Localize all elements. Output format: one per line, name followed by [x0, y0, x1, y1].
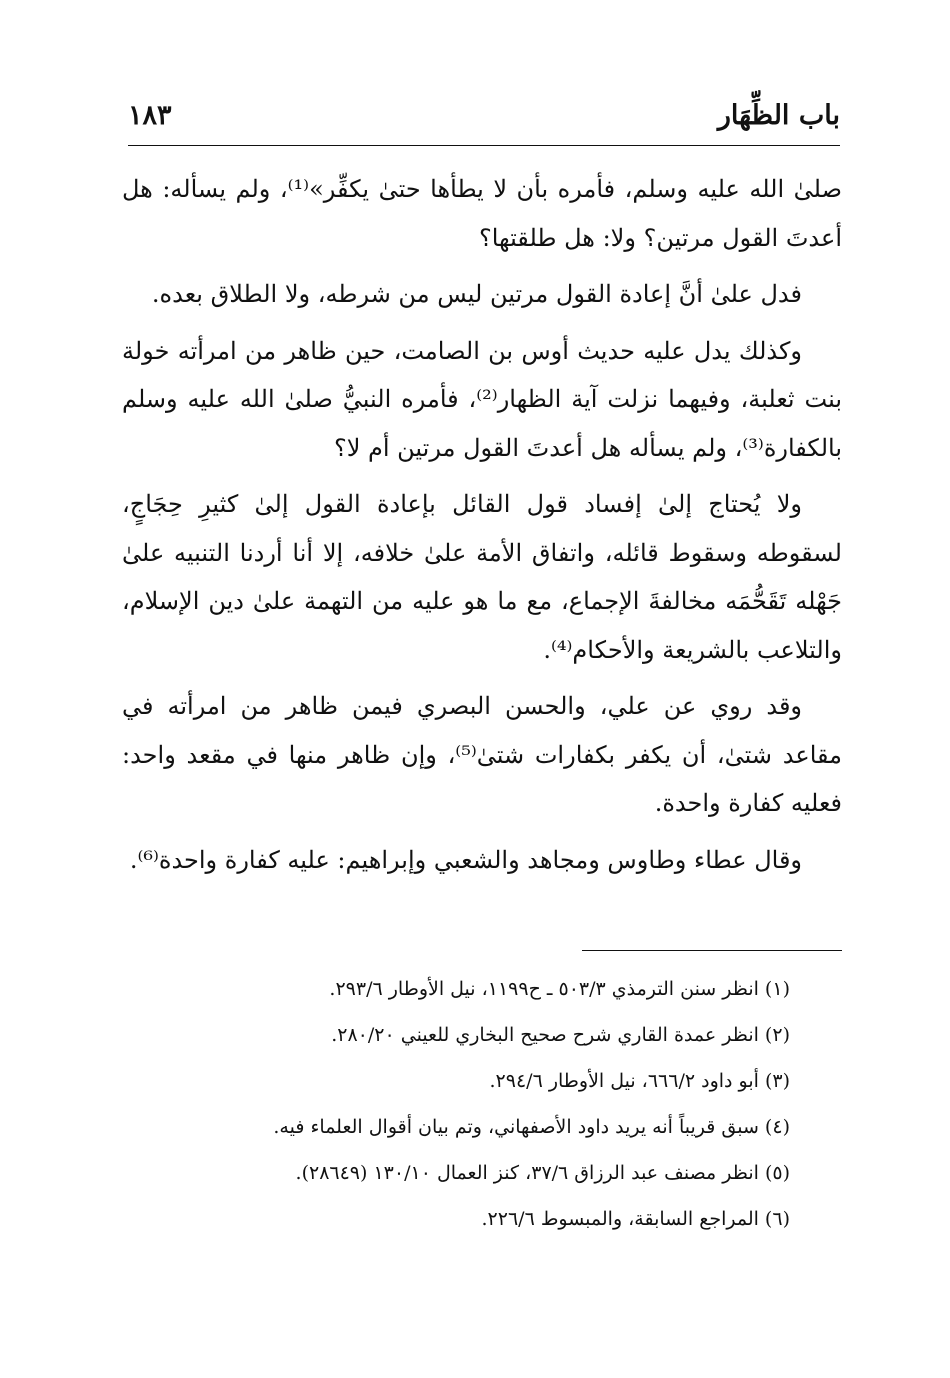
footnote: (٢) انظر عمدة القاري شرح صحيح البخاري للعيني ٢٨٠/٢٠.	[331, 1024, 790, 1046]
footnote: (٦) المراجع السابقة، والمبسوط ٢٢٦/٦.	[481, 1208, 790, 1230]
footnote: (٣) أبو داود ٦٦٦/٢، نيل الأوطار ٢٩٤/٦.	[489, 1070, 790, 1092]
footnote: (١) انظر سنن الترمذي ٥٠٣/٣ ـ ح١١٩٩، نيل الأوطار ٢٩٣/٦.	[329, 978, 790, 1000]
running-header	[128, 96, 840, 142]
header-divider	[128, 145, 840, 146]
paragraph: فدل علىٰ أنَّ إعادة القول مرتين ليس من شرطه، ولا الطلاق بعده.	[151, 280, 802, 308]
paragraph: صلىٰ الله عليه وسلم، فأمره بأن لا يطأها حتىٰ يكفِّر»⁽¹⁾، ولم يسأله: هل أعدتَ القول مرتين؟ ولا: هل طلقتها؟	[122, 175, 842, 252]
paragraph: وقال عطاء وطاوس ومجاهد والشعبي وإبراهيم: عليه كفارة واحدة⁽⁶⁾.	[129, 845, 802, 874]
page-number: ١٨٣	[128, 100, 172, 131]
footnote: (٥) انظر مصنف عبد الرزاق ٣٧/٦، كنز العمال ١٣٠/١٠ (٢٨٦٤٩).	[295, 1162, 790, 1184]
paragraph: ولا يُحتاج إلىٰ إفساد قول القائل بإعادة القول إلىٰ كثيرِ حِجَاجٍ، لسقوطه وسقوط قائله، واتفاق الأمة علىٰ خلافه، إلا أنا أردنا التنبيه علىٰ جَهْله تَقَحُّمَه مخالفةَ الإجماع، مع ما هو عليه من التهمة علىٰ دين الإسلام، والتلاعب بالشريعة والأحكام⁽⁴⁾.	[122, 490, 842, 664]
footnote: (٤) سبق قريباً أنه يريد داود الأصفهاني، وتم بيان أقوال العلماء فيه.	[273, 1116, 790, 1138]
footnote-divider	[582, 950, 842, 951]
paragraph: وقد روي عن علي، والحسن البصري فيمن ظاهر من امرأته في مقاعد شتىٰ، أن يكفر بكفارات شتىٰ⁽⁵⁾، وإن ظاهر منها في مقعد واحد: فعليه كفارة واحدة.	[122, 692, 842, 817]
paragraph: وكذلك يدل عليه حديث أوس بن الصامت، حين ظاهر من امرأته خولة بنت ثعلبة، وفيهما نزلت آية الظهار⁽²⁾، فأمره النبيُّ صلىٰ الله عليه وسلم بالكفارة⁽³⁾، ولم يسأله هل أعدتَ القول مرتين أم لا؟	[122, 336, 843, 462]
main-text	[122, 165, 842, 892]
chapter-title: باب الظِّهَار	[717, 100, 840, 131]
footnotes	[140, 966, 790, 1242]
